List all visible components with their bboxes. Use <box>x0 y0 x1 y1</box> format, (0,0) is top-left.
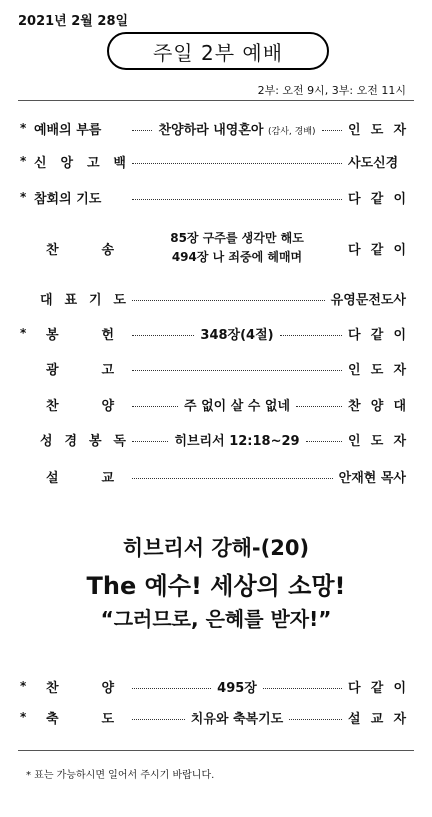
leader-dots <box>132 163 342 164</box>
order-row-prayer <box>20 287 406 309</box>
order-label: 찬 양 <box>46 398 114 414</box>
order-row-hymn <box>20 228 406 268</box>
order-leader: 인 도 자 <box>348 433 406 449</box>
leader-dots <box>132 370 342 371</box>
order-label: 성 경 봉 독 <box>40 433 126 449</box>
order-label: 봉 헌 <box>46 327 114 343</box>
order-row-closing-hymn <box>20 675 406 697</box>
service-title: 주일 2부 예배 <box>107 32 329 70</box>
standing-marker: * <box>20 154 27 168</box>
order-row-offering <box>20 322 406 344</box>
standing-marker: * <box>20 190 27 204</box>
order-leader: 유영문전도사 <box>330 292 406 308</box>
hymn-line-2: 494장 나 죄중에 헤매며 <box>171 250 303 264</box>
order-label: 찬 송 <box>46 242 114 258</box>
order-label: 참회의 기도 <box>34 191 102 207</box>
standing-marker: * <box>20 679 27 693</box>
leader-dots <box>132 688 211 689</box>
leader-dots <box>306 441 342 442</box>
order-leader: 다 같 이 <box>348 242 406 258</box>
standing-marker: * <box>20 710 27 724</box>
leader-dots <box>132 441 168 442</box>
order-row-creed <box>20 150 406 172</box>
order-leader: 인 도 자 <box>348 362 406 378</box>
leader-dots <box>132 719 185 720</box>
order-label: 예배의 부름 <box>34 122 102 138</box>
order-leader: 인 도 자 <box>348 122 406 138</box>
leader-dots <box>296 406 342 407</box>
leader-dots <box>132 130 152 131</box>
sermon-title: The 예수! 세상의 소망! <box>86 572 346 600</box>
top-divider <box>18 100 414 101</box>
order-leader: 다 같 이 <box>348 680 407 696</box>
order-content: 치유와 축복기도 <box>190 711 284 727</box>
order-content: 495장 <box>217 680 257 696</box>
order-row-confession <box>20 186 406 208</box>
order-row-scripture <box>20 428 406 450</box>
order-row-call-to-worship <box>20 117 406 139</box>
leader-dots <box>280 335 342 336</box>
standing-note: * 표는 가능하시면 일어서 주시기 바랍니다. <box>26 770 215 781</box>
sermon-series: 히브리서 강해-(20) <box>122 536 310 560</box>
leader-dots <box>289 719 342 720</box>
order-label: 축 도 <box>46 711 114 727</box>
service-times: 2부: 오전 9시, 3부: 오전 11시 <box>257 84 406 97</box>
standing-marker: * <box>20 121 27 135</box>
leader-dots <box>132 406 178 407</box>
order-label: 찬 양 <box>46 680 114 696</box>
order-leader: 다 같 이 <box>348 191 406 207</box>
order-content: 주 없이 살 수 없네 <box>184 398 291 414</box>
hymn-list <box>126 229 348 267</box>
order-label: 광 고 <box>46 362 114 378</box>
order-row-choir <box>20 393 406 415</box>
order-content: 348장(4절) <box>200 327 274 343</box>
order-label: 신 앙 고 백 <box>34 155 126 171</box>
order-leader: 사도신경 <box>348 155 399 171</box>
bottom-divider <box>18 750 414 751</box>
leader-dots <box>132 478 333 479</box>
leader-dots <box>132 335 194 336</box>
order-label: 대 표 기 도 <box>40 292 126 308</box>
leader-dots <box>132 300 325 301</box>
order-leader: 안재현 목사 <box>338 470 406 486</box>
hymn-line-1: 85장 구주를 생각만 해도 <box>170 231 304 245</box>
leader-dots <box>132 199 342 200</box>
order-content: 찬양하라 내영혼아 (감사, 경배) <box>158 122 316 138</box>
service-date: 2021년 2월 28일 <box>18 14 129 29</box>
leader-dots <box>263 688 342 689</box>
order-row-benediction <box>20 706 406 728</box>
standing-marker: * <box>20 326 27 340</box>
order-content: 히브리서 12:18~29 <box>174 433 300 449</box>
order-row-sermon <box>20 465 406 487</box>
leader-dots <box>322 130 342 131</box>
order-row-announcements <box>20 357 406 379</box>
order-label: 설 교 <box>46 470 114 486</box>
sermon-subtitle: “그러므로, 은혜를 받자!” <box>100 607 332 631</box>
order-leader: 설 교 자 <box>348 711 406 727</box>
order-leader: 찬 양 대 <box>348 398 407 414</box>
order-leader: 다 같 이 <box>348 327 406 343</box>
